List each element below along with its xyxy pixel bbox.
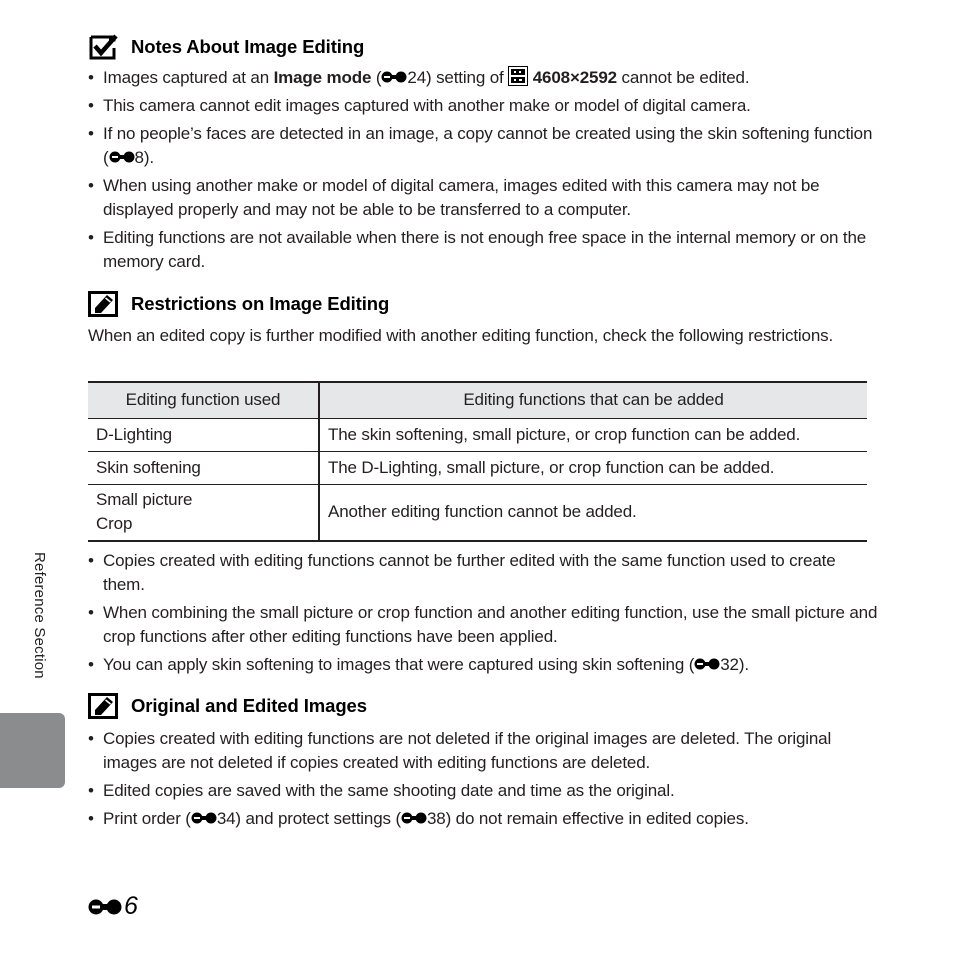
reference-e-icon <box>88 897 122 917</box>
restrictions-heading <box>88 291 389 317</box>
page-number: 6 <box>88 892 138 921</box>
original-title: Original and Edited Images <box>131 695 367 716</box>
list-item: • Editing functions are not available when there is not enough free space in the internal memory or on the memory card. <box>88 226 878 274</box>
restrictions-intro: When an edited copy is further modified with another editing function, check the following restrictions. <box>88 326 834 345</box>
table-header-row <box>88 382 867 418</box>
list-item: • Copies created with editing functions are not deleted if the original images are deleted. The original images are not deleted if copies created with editing functions are deleted. <box>88 727 878 775</box>
section-tab <box>0 713 65 788</box>
table-cell: Skin softening <box>88 451 319 484</box>
original-heading <box>88 693 367 719</box>
list-item: • If no people’s faces are detected in an image, a copy cannot be created using the skin softening function ( 8). <box>88 122 878 170</box>
side-section-label: Reference Section <box>31 552 48 679</box>
list-item: • Print order ( 34) and protect settings ( 38) do not remain effective in edited copies. <box>88 807 878 831</box>
notes-title: Notes About Image Editing <box>131 36 365 57</box>
column-header: Editing functions that can be added <box>319 382 867 418</box>
reference-e-icon <box>191 811 217 825</box>
table-cell: The D-Lighting, small picture, or crop function can be added. <box>319 451 867 484</box>
restrictions-list <box>88 549 878 681</box>
checkmark-icon <box>88 34 118 60</box>
table-row <box>88 484 867 541</box>
list-item: • When using another make or model of digital camera, images edited with this camera may not be displayed properly and may not be able to be transferred to a computer. <box>88 174 878 222</box>
table-cell: The skin softening, small picture, or crop function can be added. <box>319 418 867 451</box>
table-cell: Another editing function cannot be added. <box>319 484 867 541</box>
reference-e-icon <box>381 70 407 84</box>
notes-list <box>88 66 878 278</box>
table-row <box>88 451 867 484</box>
list-item: • Copies created with editing functions cannot be further edited with the same function used to create them. <box>88 549 878 597</box>
reference-e-icon <box>109 150 135 164</box>
list-item: • Images captured at an Image mode ( 24) setting of 4608×2592 cannot be edited. <box>88 66 878 90</box>
restrictions-table <box>88 381 867 542</box>
table-row <box>88 418 867 451</box>
reference-e-icon <box>401 811 427 825</box>
pencil-icon <box>88 291 118 317</box>
list-item: • You can apply skin softening to images that were captured using skin softening ( 32). <box>88 653 878 677</box>
pencil-icon <box>88 693 118 719</box>
list-item: • This camera cannot edit images captured with another make or model of digital camera. <box>88 94 878 118</box>
table-cell: D-Lighting <box>88 418 319 451</box>
restrictions-title: Restrictions on Image Editing <box>131 293 390 314</box>
notes-heading <box>88 34 364 60</box>
original-list <box>88 727 878 835</box>
reference-e-icon <box>694 657 720 671</box>
list-item: • When combining the small picture or crop function and another editing function, use the small picture and crop functions after other editing functions have been applied. <box>88 601 878 649</box>
table-cell: Small picture Crop <box>88 484 319 541</box>
list-item: • Edited copies are saved with the same shooting date and time as the original. <box>88 779 878 803</box>
column-header: Editing function used <box>88 382 319 418</box>
16-9-12m-icon <box>508 66 528 86</box>
